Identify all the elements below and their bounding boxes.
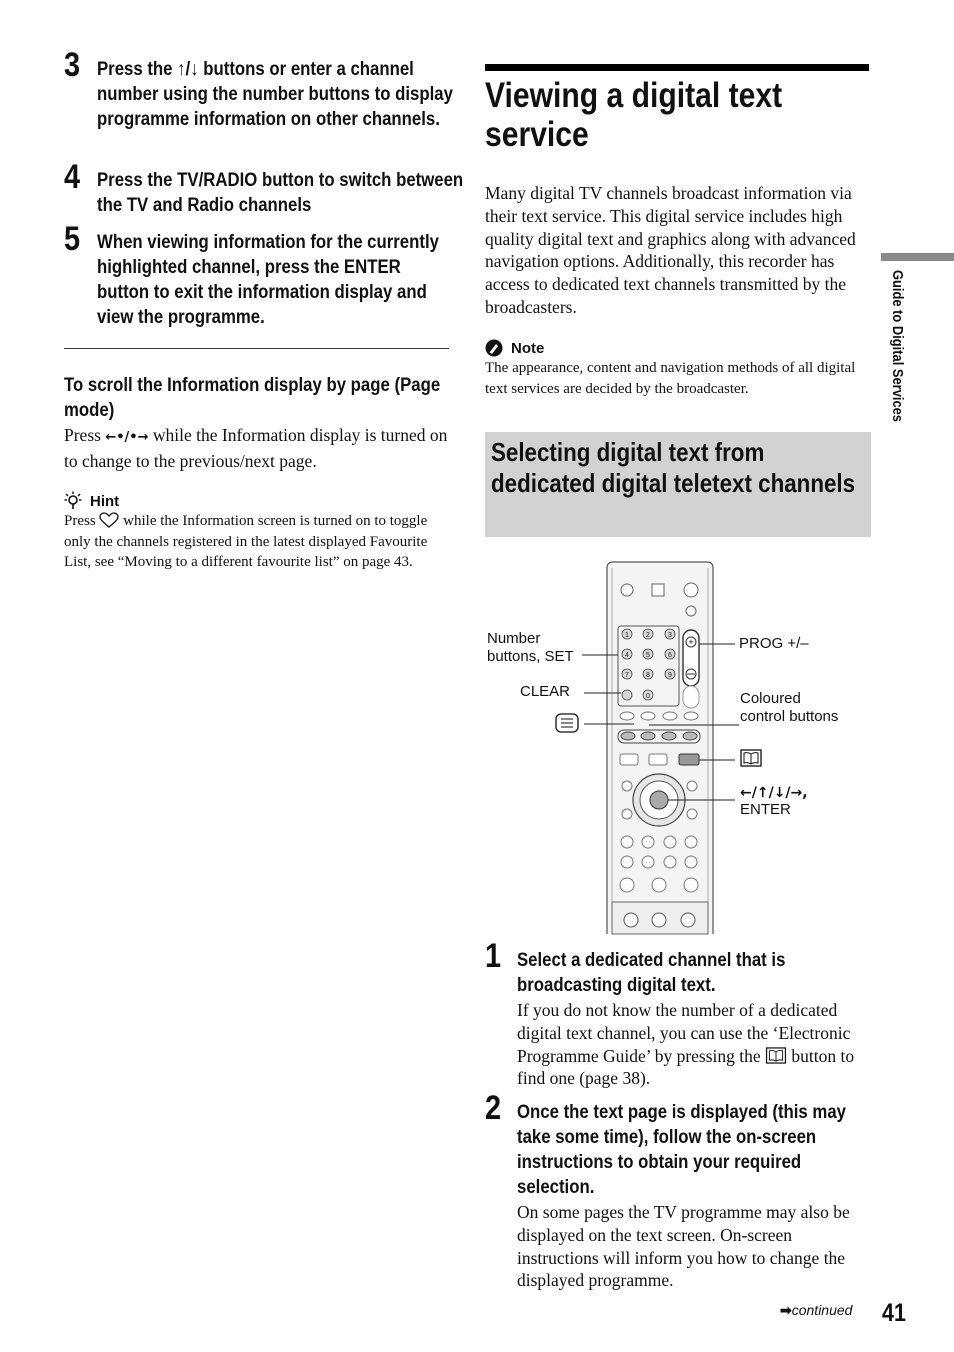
section-heading: Selecting digital text from dedicated digital teletext channels [491, 437, 856, 498]
page-number: 41 [882, 1299, 906, 1327]
step-title: Press the TV/RADIO button to switch between the TV and Radio channels [97, 169, 464, 216]
title-rule [485, 64, 869, 71]
divider-line [64, 348, 449, 349]
up-down-arrow-icon: ↑/↓ [177, 58, 199, 80]
lightbulb-icon [64, 491, 82, 511]
remote-control-illustration [484, 558, 874, 938]
step-number: 5 [64, 220, 81, 258]
scroll-heading: To scroll the Information display by page (Page mode) [64, 374, 441, 421]
arrow-keys-icon: ←/↑/↓/→, [740, 785, 808, 801]
prev-next-page-icon: ←•/•→ [105, 430, 149, 445]
keypad-label: 7 [625, 672, 629, 679]
step-number: 1 [485, 937, 502, 975]
step-text: On some pages the TV programme may also be displayed on the text screen. On-screen instructions will inform you how to change the displayed programme. [517, 1202, 850, 1291]
hint-text: Press while the Information screen is turned on to toggle only the channels registered in the latest displayed Favourite List, see “Moving to a different favourite list” on page 43. [64, 513, 428, 570]
keypad-label: 4 [625, 652, 629, 659]
step-title: Select a dedicated channel that is broadcasting digital text. [517, 949, 786, 996]
step-title: Once the text page is displayed (this may take some time), follow the on-screen instructions to obtain your required selection. [517, 1101, 846, 1198]
continued-arrow-icon: ➡ [780, 1302, 792, 1318]
keypad-label: 3 [668, 632, 672, 639]
hint-label: Hint [90, 492, 120, 510]
number-buttons-label: Number buttons, SET [487, 630, 574, 665]
coloured-buttons-label: Coloured control buttons [740, 690, 839, 725]
keypad-label: 8 [646, 672, 650, 679]
keypad-label: 2 [646, 632, 650, 639]
step-title: Press the ↑/↓ buttons or enter a channel number using the number buttons to display programme information on other channels. [97, 58, 453, 130]
keypad-label: 5 [646, 652, 650, 659]
keypad-label: 1 [625, 632, 629, 639]
step-number: 2 [485, 1089, 502, 1127]
clear-label: CLEAR [520, 683, 571, 700]
svg-text:+: + [688, 637, 694, 647]
scroll-text: Press ←•/•→ while the Information display is turned on to change to the previous/next page. [64, 425, 448, 471]
heart-favourite-icon [99, 512, 119, 528]
text-service-icon [555, 713, 579, 733]
arrows-label [740, 784, 808, 802]
continued-marker: ➡continued [780, 1302, 853, 1318]
step-text: If you do not know the number of a dedicated digital text channel, you can use the ‘Electronic Programme Guide’ by pressing the button to find one (page 38). [517, 1000, 855, 1089]
section-heading-box [485, 432, 871, 537]
step-title: When viewing information for the currently highlighted channel, press the ENTER button to exit the information display and view the programme. [97, 231, 439, 328]
side-tab-bar [881, 253, 954, 261]
note-label: Note [511, 339, 545, 357]
step-number: 4 [64, 158, 81, 196]
page-title: Viewing a digital text service [485, 76, 783, 154]
guide-book-icon [740, 749, 762, 767]
keypad-label: 0 [646, 693, 650, 700]
enter-label: ENTER [740, 801, 791, 818]
note-icon [485, 339, 503, 357]
guide-book-icon [765, 1047, 787, 1064]
keypad-label: 9 [668, 672, 672, 679]
intro-paragraph: Many digital TV channels broadcast information via their text service. This digital service includes high quality digital text and graphics along with advanced navigation options. Additionally, this recorder has access to dedicated text channels transmitted by the broadcasters. [485, 183, 856, 317]
prog-label: PROG +/– [739, 635, 809, 652]
side-tab-label: Guide to Digital Services [889, 270, 906, 422]
note-text: The appearance, content and navigation methods of all digital text services are decided by the broadcaster. [485, 360, 856, 397]
step-number: 3 [64, 46, 81, 84]
keypad-label: 6 [668, 652, 672, 659]
